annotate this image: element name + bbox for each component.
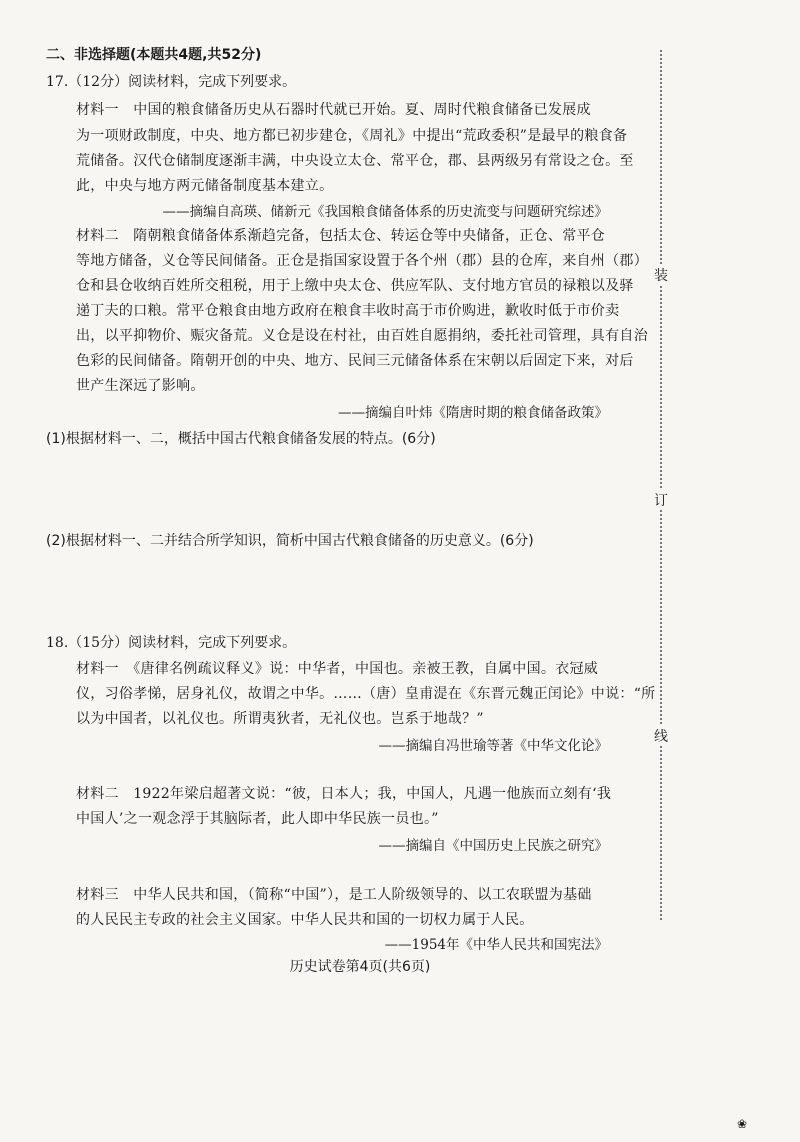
q17-stem: 17.（12分）阅读材料，完成下列要求。 <box>46 74 297 90</box>
q18-m2-line: 材料二 1922年梁启超著文说：“彼，日本人；我，中国人，凡遇一他族而立刻有‘我 <box>76 786 612 802</box>
stray-mark: ❀ <box>737 1117 748 1131</box>
q17-m2-line: 材料二 隋朝粮食储备体系渐趋完备，包括太仓、转运仓等中央储备，正仓、常平仓 <box>76 228 606 244</box>
q17-m1-source: ——摘编自高瑛、储新元《我国粮食储备体系的历史流变与问题研究综述》 <box>162 204 608 220</box>
q18-m2-line: 中国人’之一观念浮于其脑际者，此人即中华民族一员也。” <box>76 811 439 827</box>
q18-m2-source: ——摘编自《中国历史上民族之研究》 <box>378 838 608 854</box>
binding-dotted-line <box>660 50 663 920</box>
q17-m1-line: 材料一 中国的粮食储备历史从石器时代就已开始。夏、周时代粮食储备已发展成 <box>76 102 591 118</box>
q17-m1-line: 为一项财政制度，中央、地方都已初步建仓，《周礼》中提出“荒政委积”是最早的粮食备 <box>76 128 628 144</box>
binding-char-zhuang: 装 <box>650 265 672 285</box>
q18-m3-line: 材料三 中华人民共和国，（简称“中国”），是工人阶级领导的、以工农联盟为基础 <box>76 887 592 903</box>
q17-m2-line: 仓和县仓收纳百姓所交租税，用于上缴中央太仓、供应军队、支付地方官员的禄粮以及驿 <box>76 278 634 294</box>
binding-char-ding: 订 <box>650 490 672 510</box>
q18-m1-source: ——摘编自冯世瑜等著《中华文化论》 <box>378 738 608 754</box>
q17-m2-line: 世产生深远了影响。 <box>76 378 205 394</box>
page-footer: 历史试卷第4页(共6页) <box>289 959 431 975</box>
q17-sub1: (1)根据材料一、二，概括中国古代粮食储备发展的特点。(6分) <box>46 431 436 447</box>
q17-m2-line: 等地方储备，义仓等民间储备。正仓是指国家设置于各个州（郡）县的仓库，来自州（郡） <box>76 253 648 269</box>
q18-m1-line: 以为中国者，以礼仪也。所谓夷狄者，无礼仪也。岂系于地哉？” <box>76 711 484 727</box>
q17-m2-source: ——摘编自叶炜《隋唐时期的粮食储备政策》 <box>338 405 608 421</box>
q17-m1-line: 此，中央与地方两元储备制度基本建立。 <box>76 178 334 194</box>
q17-m2-line: 出，以平抑物价、赈灾备荒。义仓是设在村社，由百姓自愿捐纳，委托社司管理，具有自治 <box>76 328 648 344</box>
q18-m1-line: 仪，习俗孝悌，居身礼仪，故谓之中华。……（唐）皇甫湜在《东晋元魏正闰论》中说：“所 <box>76 686 656 702</box>
q18-m3-line: 的人民民主专政的社会主义国家。中华人民共和国的一切权力属于人民。 <box>76 912 534 928</box>
q18-m3-source: ——1954年《中华人民共和国宪法》 <box>384 937 608 953</box>
q17-m2-line: 色彩的民间储备。隋朝开创的中央、地方、民间三元储备体系在宋朝以后固定下来，对后 <box>76 353 634 369</box>
section-title: 二、非选择题(本题共4题,共52分) <box>46 47 262 63</box>
q18-m1-line: 材料一 《唐律名例疏议释义》说：中华者，中国也。亲被王教，自属中国。衣冠威 <box>76 661 599 677</box>
q17-m2-line: 递丁夫的口粮。常平仓粮食由地方政府在粮食丰收时高于市价购进，歉收时低于市价卖 <box>76 303 620 319</box>
q17-sub2: (2)根据材料一、二并结合所学知识，简析中国古代粮食储备的历史意义。(6分) <box>46 533 534 549</box>
binding-char-xian: 线 <box>650 726 672 746</box>
q17-m1-line: 荒储备。汉代仓储制度逐渐丰满，中央设立太仓、常平仓，郡、县两级另有常设之仓。至 <box>76 153 634 169</box>
q18-stem: 18.（15分）阅读材料，完成下列要求。 <box>46 635 297 651</box>
